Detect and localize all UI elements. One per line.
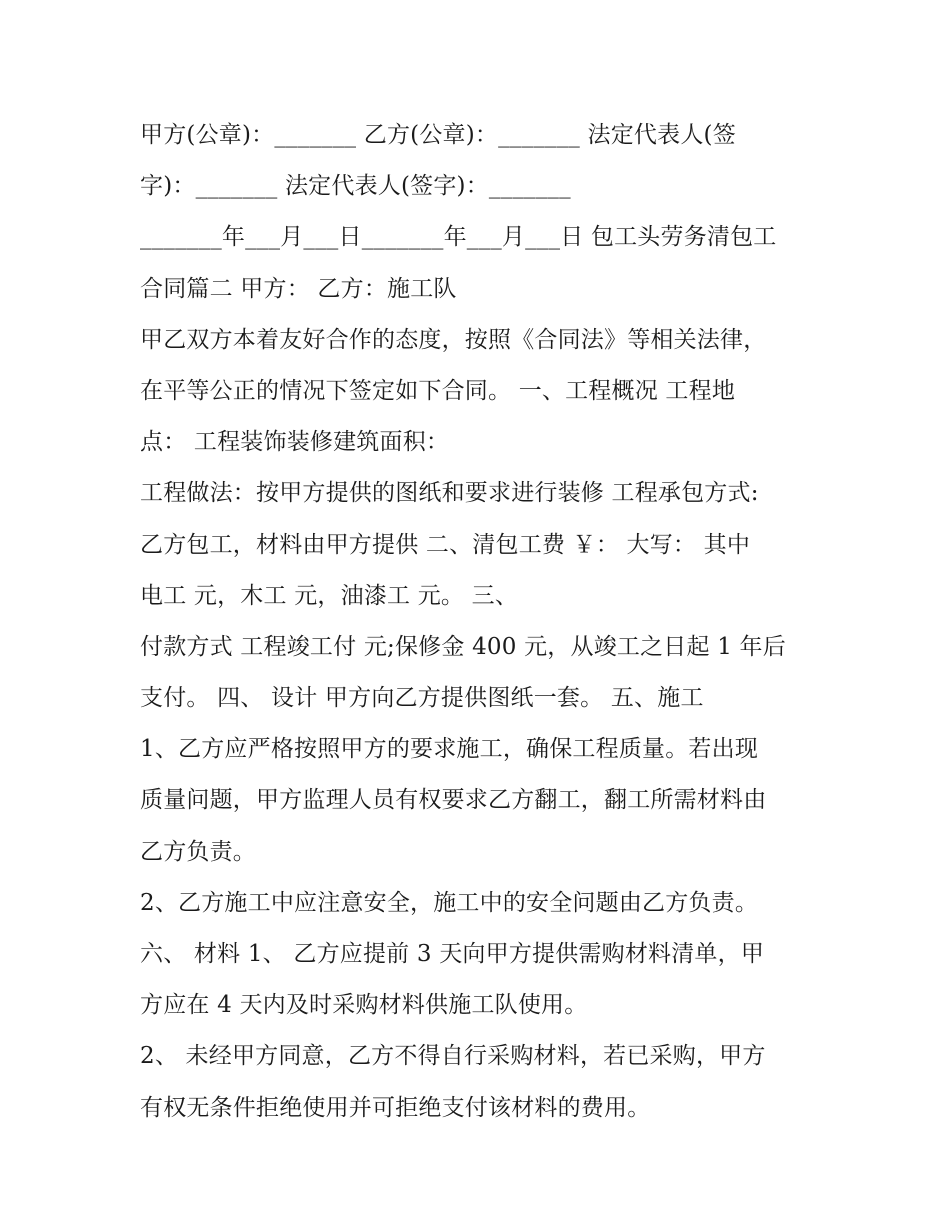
text-line-9: 乙方包工，材料由甲方提供 二、清包工费 ￥： 大写： 其中 [140, 531, 751, 558]
text-line-7: 点： 工程装饰装修建筑面积： [140, 429, 450, 456]
text-line-8: 工程做法：按甲方提供的图纸和要求进行装修 工程承包方式: [140, 480, 759, 507]
text-line-6: 在平等公正的情况下签定如下合同。 一、工程概况 工程地 [140, 377, 736, 404]
text-line-15: 乙方负责。 [140, 838, 256, 865]
text-line-2: 字)：_______ 法定代表人(签字)：_______ [140, 173, 571, 200]
text-line-4: 合同篇二 甲方： 乙方：施工队 [140, 275, 457, 302]
text-line-17: 六、 材料 1、 乙方应提前 3 天向甲方提供需购材料清单，甲 [140, 941, 765, 967]
text-line-19: 2、 未经甲方同意，乙方不得自行采购材料，若已采购，甲方 [140, 1043, 766, 1070]
text-line-1: 甲方(公章)：_______ 乙方(公章)：_______ 法定代表人(签 [140, 122, 736, 148]
document-body [140, 110, 820, 1134]
text-line-16: 2、乙方施工中应注意安全，施工中的安全问题由乙方负责。 [140, 889, 759, 916]
text-line-12: 支付。 四、 设计 甲方向乙方提供图纸一套。 五、施工 [140, 685, 704, 712]
text-line-11: 付款方式 工程竣工付 元;保修金 400 元，从竣工之日起 1 年后 [140, 633, 786, 660]
text-line-13: 1、乙方应严格按照甲方的要求施工，确保工程质量。若出现 [140, 736, 759, 763]
text-line-18: 方应在 4 天内及时采购材料供施工队使用。 [140, 992, 588, 1019]
text-line-10: 电工 元，木工 元，油漆工 元。 三、 [140, 582, 519, 609]
text-line-14: 质量问题，甲方监理人员有权要求乙方翻工，翻工所需材料由 [140, 787, 767, 814]
text-line-20: 有权无条件拒绝使用并可拒绝支付该材料的费用。 [140, 1094, 651, 1121]
text-line-3: _______年___月___日_______年___月___日 包工头劳务清包工 [140, 224, 777, 251]
text-line-5: 甲乙双方本着友好合作的态度，按照《合同法》等相关法律， [140, 326, 767, 353]
